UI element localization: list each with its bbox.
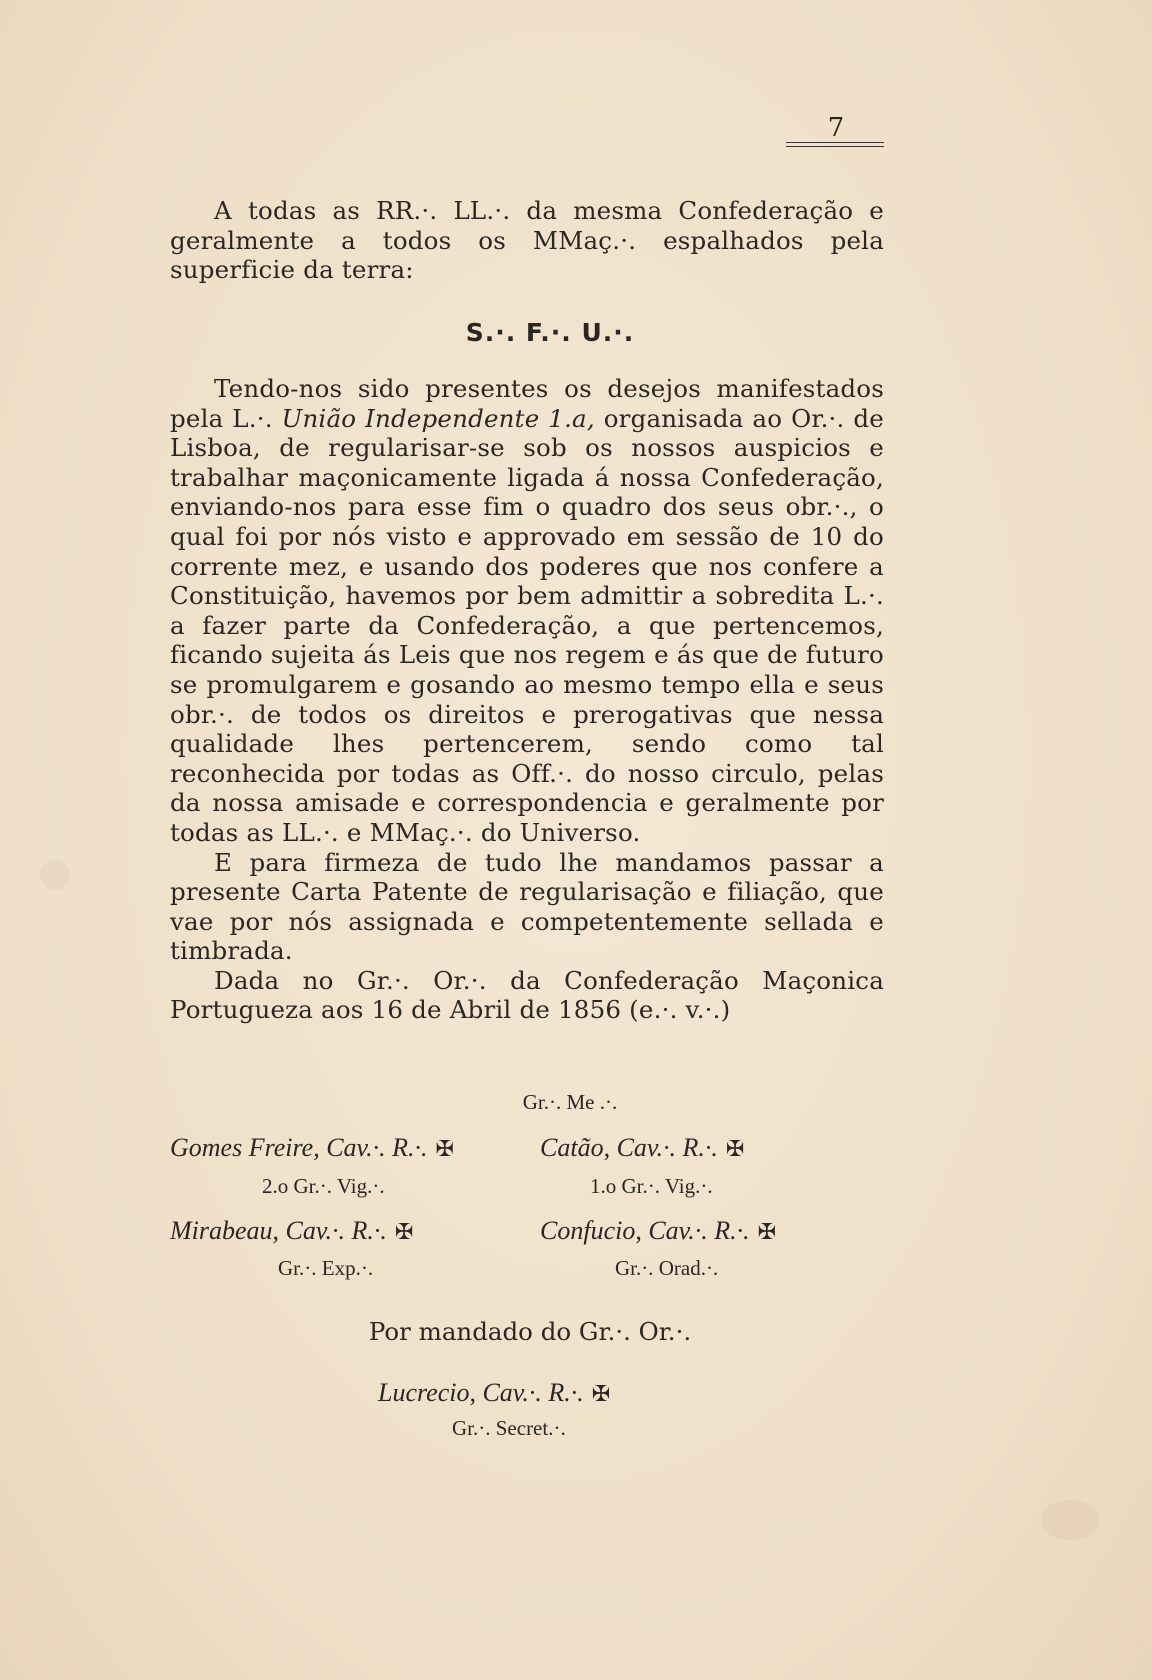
cross-icon: ✠ bbox=[435, 1136, 454, 1161]
signature-name: Lucrecio, Cav.·. R.·. bbox=[378, 1378, 584, 1407]
salutation: S.·. F.·. U.·. bbox=[465, 318, 635, 347]
signature-gomes-freire bbox=[170, 1133, 454, 1163]
signature-role: 1.o Gr.·. Vig.·. bbox=[590, 1174, 713, 1198]
signature-role: Gr.·. Orad.·. bbox=[615, 1256, 719, 1280]
signature-role: Gr.·. Secret.·. bbox=[452, 1416, 566, 1440]
signature-lucrecio bbox=[378, 1378, 610, 1408]
signature-name: Gomes Freire, Cav.·. R.·. bbox=[170, 1133, 428, 1162]
paper-stain bbox=[40, 860, 70, 890]
paragraph-petition-start: Tendo-nos sido presentes os desejos manifestados pela L.·. bbox=[170, 374, 884, 433]
paragraph-dated: Dada no Gr.·. Or.·. da Confederação Maçonica Portugueza aos 16 de Abril de 1856 (e.·. v.·.) bbox=[170, 965, 884, 1025]
signature-name: Confucio, Cav.·. R.·. bbox=[540, 1216, 750, 1245]
opening-address: A todas as RR.·. LL.·. da mesma Confederação e geralmente a todos os MMaç.·. espalhados pela superficie da terra: bbox=[170, 196, 884, 285]
page-number: 7 bbox=[827, 113, 845, 143]
cross-icon: ✠ bbox=[591, 1381, 611, 1406]
signature-name: Mirabeau, Cav.·. R.·. bbox=[170, 1216, 387, 1245]
cross-icon: ✠ bbox=[394, 1219, 414, 1244]
signature-name: Catão, Cav.·. R.·. bbox=[540, 1133, 718, 1162]
signature-catao bbox=[540, 1133, 744, 1163]
signature-role: 2.o Gr.·. Vig.·. bbox=[262, 1174, 385, 1198]
signature-role: Gr.·. Exp.·. bbox=[278, 1256, 374, 1280]
main-text bbox=[170, 374, 884, 1025]
paragraph-firmness: E para firmeza de tudo lhe mandamos passar a presente Carta Patente de regularisação e filiação, que vae por nós assignada e competentemente sellada e timbrada. bbox=[170, 847, 884, 966]
grand-master-title: Gr.·. Me .·. bbox=[522, 1090, 618, 1114]
mandate-line: Por mandado do Gr.·. Or.·. bbox=[368, 1317, 692, 1346]
paper-stain bbox=[1040, 1500, 1100, 1540]
signature-confucio bbox=[540, 1216, 776, 1246]
cross-icon: ✠ bbox=[757, 1219, 777, 1244]
signature-mirabeau bbox=[170, 1216, 413, 1246]
lodge-name: União Independente 1.a, bbox=[281, 403, 595, 433]
paragraph-petition-rest: organisada ao Or.·. de Lisboa, de regularisar-se sob os nossos auspicios e trabalhar maçonicamente ligada á nossa Confederação, enviando-nos para esse fim o quadro dos seus obr.·., o qual foi por nós visto e approvado em sessão de 10 do corrente mez, e usando dos poderes que nos confere a Constituição, havemos por bem admittir a sobredita L.·. a fazer parte da Confederação, a que pertencemos, ficando sujeita ás Leis que nos regem e ás que de futuro se promulgarem e gosando ao mesmo tempo ella e seus obr.·. de todos os direitos e prerogativas que nessa qualidade lhes pertencerem, sendo como tal reconhecida por todas as Off.·. do nosso circulo, pelas da nossa amisade e correspondencia e geralmente por todas as LL.·. e MMaç.·. do Universo. bbox=[170, 403, 884, 847]
page-number-rule bbox=[786, 142, 884, 147]
paragraph-petition bbox=[170, 374, 884, 848]
cross-icon: ✠ bbox=[725, 1136, 745, 1161]
